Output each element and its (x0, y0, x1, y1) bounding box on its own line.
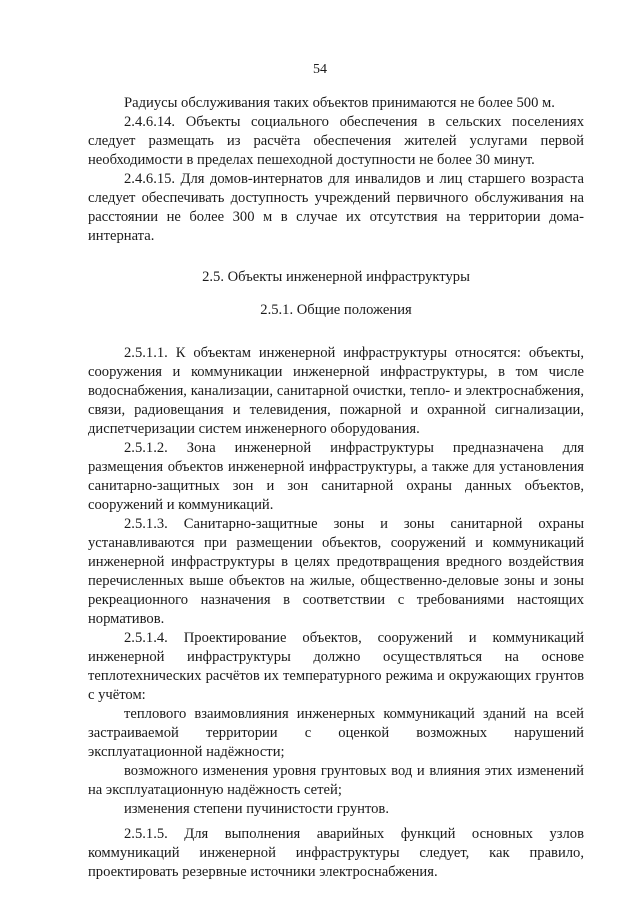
paragraph-2-5-1-5: 2.5.1.5. Для выполнения аварийных функций основных узлов коммуникаций инженерной инфраструктуры следует, как правило, проектировать резервные источники электроснабжения. (88, 826, 584, 880)
paragraph-2-5-1-1: 2.5.1.1. К объектам инженерной инфраструктуры относятся: объекты, сооружения и коммуникации инженерной инфраструктуры, в том числе водоснабжения, канализации, санитарной очистки, тепло- и электроснабжения, связи, радиовещания и телевидения, пожарной и охранной сигнализации, диспетчеризации систем инженерного оборудования. (88, 345, 584, 437)
page-number: 54 (313, 62, 327, 77)
subsection-heading: 2.5.1. Общие положения (260, 302, 412, 318)
paragraph-2-5-1-3: 2.5.1.3. Санитарно-защитные зоны и зоны санитарной охраны устанавливаются при размещении объектов, сооружений и коммуникаций инженерной инфраструктуры в целях предотвращения вредного воздействия перечисленных выше объектов на жилые, общественно-деловые зоны и зоны рекреационного назначения в соответствии с требованиями настоящих нормативов. (88, 516, 584, 627)
list-item-groundwater: возможного изменения уровня грунтовых вод и влияния этих изменений на эксплуатационную надёжность сетей; (88, 763, 584, 798)
section-heading: 2.5. Объекты инженерной инфраструктуры (202, 269, 470, 285)
list-item-heaving: изменения степени пучинистости грунтов. (124, 801, 389, 817)
paragraph-radius: Радиусы обслуживания таких объектов принимаются не более 500 м. (124, 95, 555, 111)
paragraph-2-4-6-15: 2.4.6.15. Для домов-интернатов для инвалидов и лиц старшего возраста следует обеспечивать доступность учреждений первичного обслуживания на расстоянии не более 300 м в случае их отсутствия на территории дома-интерната. (88, 171, 584, 244)
list-item-thermal: теплового взаимовлияния инженерных коммуникаций зданий на всей застраиваемой территории с оценкой возможных нарушений эксплуатационной надёжности; (88, 706, 584, 760)
paragraph-2-5-1-4: 2.5.1.4. Проектирование объектов, сооружений и коммуникаций инженерной инфраструктуры должно осуществляться на основе теплотехнических расчётов их температурного режима и окружающих грунтов с учётом: (88, 630, 584, 703)
paragraph-2-5-1-2: 2.5.1.2. Зона инженерной инфраструктуры предназначена для размещения объектов инженерной инфраструктуры, а также для установления санитарно-защитных зон и зон санитарной охраны данных объектов, сооружений и коммуникаций. (88, 440, 584, 513)
paragraph-2-4-6-14: 2.4.6.14. Объекты социального обеспечения в сельских поселениях следует размещать из расчёта обеспечения жителей услугами первой необходимости в пределах пешеходной доступности не более 30 минут. (88, 114, 584, 168)
document-body (88, 94, 584, 882)
